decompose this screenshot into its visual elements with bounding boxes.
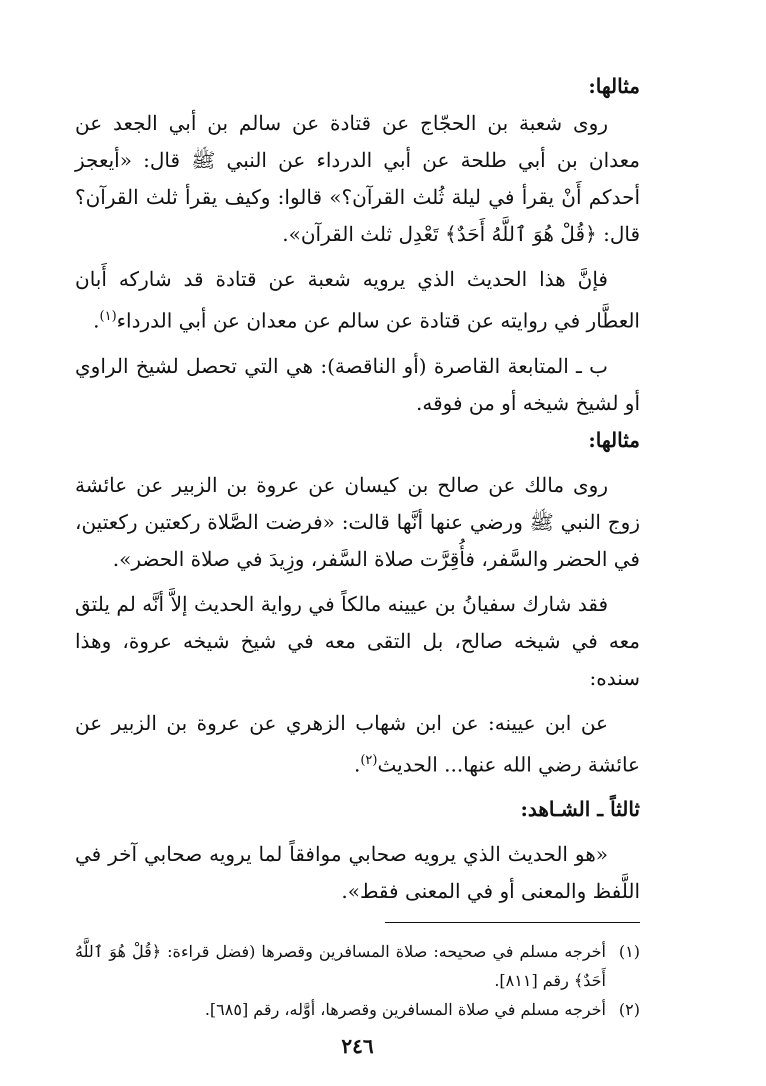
example-label: مثالها: — [588, 427, 640, 452]
section-heading-shahid: ثالثاً ـ الشـاهد: — [520, 797, 640, 822]
paragraph-shahid-definition: «هو الحديث الذي يرويه صحابي موافقاً لما يرويه صحابي آخر في اللَّفظ والمعنى أو في المعنى فقط». — [75, 842, 640, 904]
footnote-number: (١) — [618, 942, 640, 962]
paragraph-qasira-definition: ب ـ المتابعة القاصرة (أو الناقصة): هي التي تحصل لشيخ الراوي أو لشيخ شيخه أو من فوقه. — [75, 353, 640, 415]
example-label: مثالها: — [588, 74, 640, 98]
footnote-reference: (١) — [99, 309, 117, 324]
paragraph-isnad: عن ابن عيينه: عن ابن شهاب الزهري عن عروة بن الزبير عن عائشة رضي الله عنها... الحديث$^{(٢)}$. — [75, 710, 640, 777]
footnote-number: (٢) — [618, 1000, 640, 1020]
paragraph-sufyan-note: فقد شارك سفيانُ بن عيينه مالكاً في رواية الحديث إلاَّ أنَّه لم يلتق معه في شيخه صالح، بل التقى معه في شيخ شيخه عروة، وهذا سنده: — [75, 591, 640, 690]
footnote-2 — [75, 995, 640, 1024]
footnote-text: أخرجه مسلم في صلاة المسافرين وقصرها، أوَّله، رقم [٦٨٥]. — [204, 1000, 606, 1020]
paragraph-text: فإنَّ هذا الحديث الذي يرويه شعبة عن قتادة قد شاركه أَبان العطَّار في روايته عن قتادة عن سالم عن معدان عن أبي الدرداء — [75, 267, 640, 333]
footnote-divider — [385, 922, 640, 923]
paragraph-example-2: روى مالك عن صالح بن كيسان عن عروة بن الزبير عن عائشة زوج النبي ﷺ ورضي عنها أنَّها قالت: «فرضت الصَّلاة ركعتين ركعتين، في الحضر والسَّفر، فأُقِرَّت صلاة السَّفر، وزِيدَ في صلاة الحضر». — [75, 472, 640, 571]
paragraph-text: عن ابن عيينه: عن ابن شهاب الزهري عن عروة بن الزبير عن عائشة رضي الله عنها... الحديث — [75, 710, 640, 777]
paragraph-example-1: روى شعبة بن الحجّاج عن قتادة عن سالم بن أبي الجعد عن معدان بن أبي طلحة عن أبي الدرداء عن النبي ﷺ قال: «أيعجز أحدكم أَنْ يقرأ في ليلة ثُلث القرآن؟» قالوا: وكيف يقرأ ثلث القرآن؟ قال: ﴿قُلْ هُوَ ٱللَّهُ أَحَدٌ﴾ تَعْدِل ثلث القرآن». — [75, 111, 640, 246]
page-number: ٢٤٦ — [341, 1034, 374, 1059]
footnote-1 — [75, 937, 640, 995]
paragraph-aban-note: فإنَّ هذا الحديث الذي يرويه شعبة عن قتادة قد شاركه أَبان العطَّار في روايته عن قتادة عن سالم عن معدان عن أبي الدرداء$^{(١)}$. — [75, 267, 640, 333]
footnote-text: أخرجه مسلم في صحيحه: صلاة المسافرين وقصرها (فضل قراءة: ﴿قُلْ هُوَ ٱللَّهُ أَحَدٌ﴾ رقم [٨١١]. — [75, 942, 606, 991]
footnote-reference: (٢) — [360, 752, 378, 768]
book-page — [75, 68, 640, 1058]
